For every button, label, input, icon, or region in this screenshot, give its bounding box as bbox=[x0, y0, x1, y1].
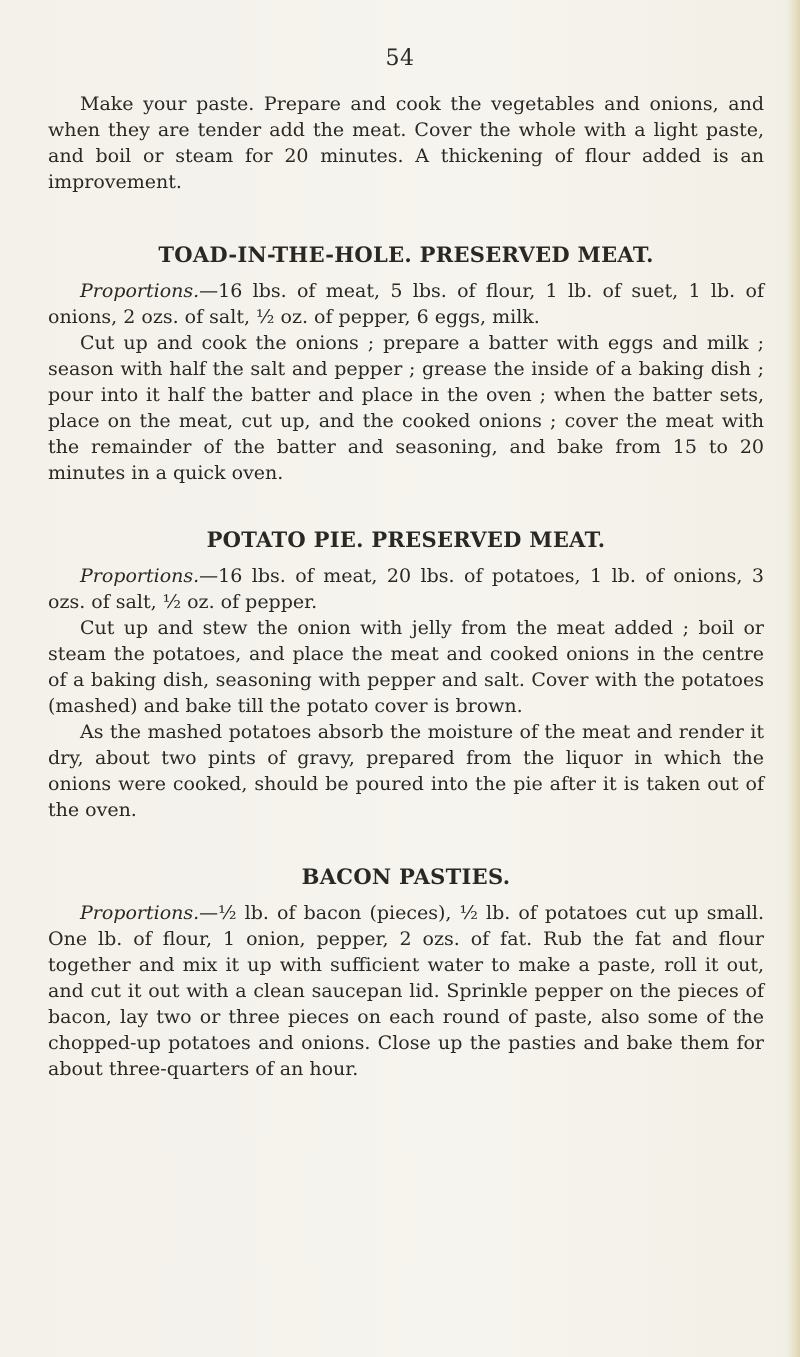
page-body bbox=[48, 91, 764, 1082]
method-paragraph: Cut up and cook the onions ; prepare a batter with eggs and milk ; season with half the salt and pepper ; grease the inside of a baking dish ; pour into it half the batter and place in the oven ; when the batter sets, place on the meat, cut up, and the cooked onions ; cover the meat with the remainder of the batter and seasoning, and bake from 15 to 20 minutes in a quick oven. bbox=[48, 332, 764, 484]
section-heading-toad-in-the-hole: TOAD-IN-THE-HOLE. PRESERVED MEAT. bbox=[158, 242, 654, 267]
proportions-text: —½ lb. of bacon (pieces), ½ lb. of potatoes cut up small. One lb. of flour, 1 onion, pepper, 2 ozs. of fat. Rub the fat and flour together and mix it up with sufficient water to make a paste, roll it out, and cut it out with a clean saucepan lid. Sprinkle pepper on the pieces of bacon, lay two or three pieces on each round of paste, also some of the chopped-up potatoes and onions. Close up the pasties and bake them for about three-quarters of an hour. bbox=[48, 902, 764, 1080]
proportions-paragraph bbox=[48, 900, 764, 1082]
intro-paragraph: Make your paste. Prepare and cook the vegetables and onions, and when they are tender add the meat. Cover the whole with a light paste, and boil or steam for 20 minutes. A thickening of flour added is an improvement. bbox=[48, 93, 764, 193]
proportions-label: Proportions. bbox=[80, 902, 200, 924]
page-number: 54 bbox=[385, 46, 415, 71]
proportions-paragraph bbox=[48, 563, 764, 615]
proportions-label: Proportions. bbox=[80, 565, 200, 587]
proportions-paragraph bbox=[48, 278, 764, 330]
method-paragraph: Cut up and stew the onion with jelly from the meat added ; boil or steam the potatoes, and place the meat and cooked onions in the centre of a baking dish, seasoning with pepper and salt. Cover with the potatoes (mashed) and bake till the potato cover is brown. bbox=[48, 617, 764, 717]
proportions-text: —16 lbs. of meat, 20 lbs. of potatoes, 1 lb. of onions, 3 ozs. of salt, ½ oz. of pepper. bbox=[48, 565, 764, 613]
section-heading-potato-pie: POTATO PIE. PRESERVED MEAT. bbox=[206, 527, 606, 552]
proportions-text: —16 lbs. of meat, 5 lbs. of flour, 1 lb. of suet, 1 lb. of onions, 2 ozs. of salt, ½ oz. of pepper, 6 eggs, milk. bbox=[48, 280, 764, 328]
section-heading-bacon-pasties: BACON PASTIES. bbox=[301, 864, 511, 889]
method-paragraph: As the mashed potatoes absorb the moisture of the meat and render it dry, about two pints of gravy, prepared from the liquor in which the onions were cooked, should be poured into the pie after it is taken out of the oven. bbox=[48, 721, 764, 821]
proportions-label: Proportions. bbox=[80, 280, 200, 302]
page-edge bbox=[786, 0, 800, 1357]
